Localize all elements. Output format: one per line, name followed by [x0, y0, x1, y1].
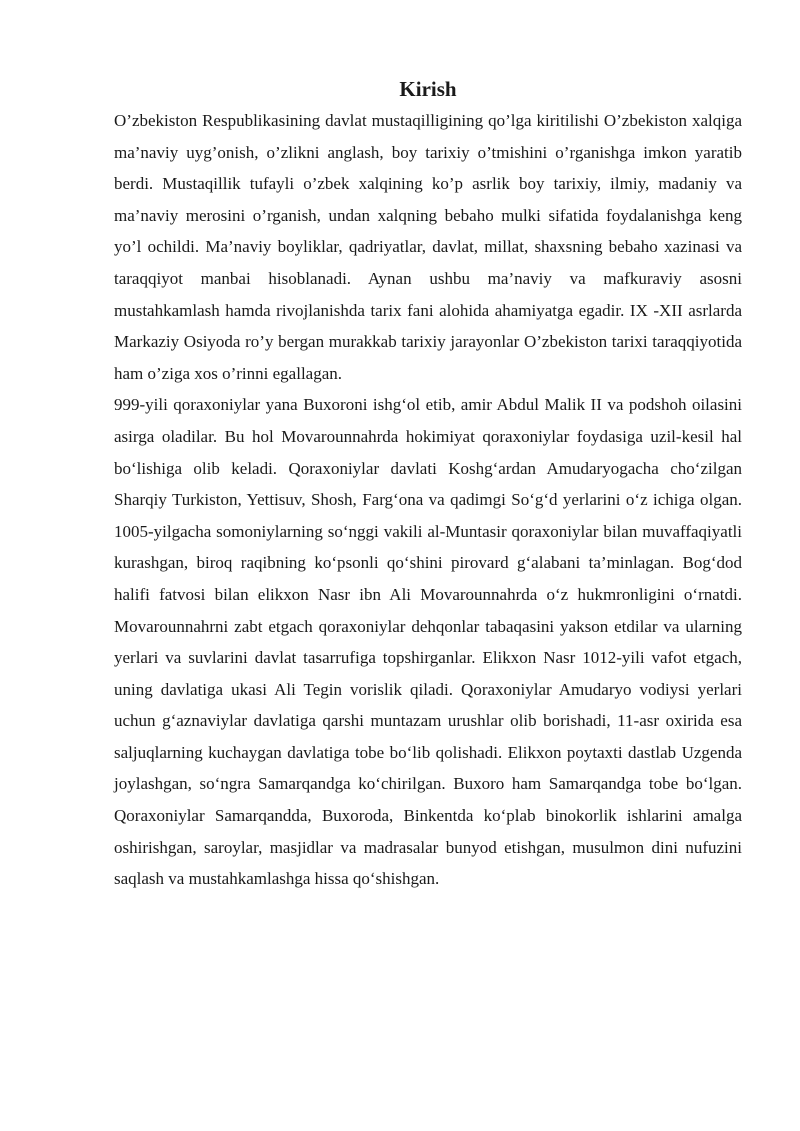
document-body — [114, 74, 742, 895]
page-title: Kirish — [399, 77, 457, 101]
paragraph-introduction: O’zbekiston Respublikasining davlat mustaqilligining qo’lga kiritilishi O’zbekiston xalqiga ma’naviy uyg’onish, o’zlikni anglash, boy tarixiy o’tmishini o’rganishga imkon yaratib berdi. Mustaqillik tufayli o’zbek xalqining ko’p asrlik boy tarixiy, ilmiy, madaniy va ma’naviy merosini o’rganish, undan xalqning bebaho mulki sifatida foydalanishga keng yo’l ochildi. Ma’naviy boyliklar, qadriyatlar, davlat, millat, shaxsning bebaho xazinasi va taraqqiyot manbai hisoblanadi. Aynan ushbu ma’naviy va mafkuraviy asosni mustahkamlash hamda rivojlanishda tarix fani alohida ahamiyatga egadir. IX -XII asrlarda Markaziy Osiyoda ro’y bergan murakkab tarixiy jarayonlar O’zbekiston tarixi taraqqiyotida ham o’ziga xos o’rinni egallagan. — [114, 111, 742, 383]
paragraph-qoraxoniylar: 999-yili qoraxoniylar yana Buxoroni ishg‘ol etib, amir Abdul Malik II va podshoh oilasini asirga oladilar. Bu hol Movarounnahrda hokimiyat qoraxoniylar foydasiga uzil-kesil hal bo‘lishiga olib keladi. Qoraxoniylar davlati Koshg‘ardan Amudaryogacha cho‘zilgan Sharqiy Turkiston, Yettisuv, Shosh, Farg‘ona va qadimgi So‘g‘d yerlarini o‘z ichiga olgan. 1005-yilgacha somoniylarning so‘nggi vakili al-Muntasir qoraxoniylar bilan muvaffaqiyatli kurashgan, biroq raqibning ko‘psonli qo‘shini pirovard g‘alabani ta’minlagan. Bog‘dod halifi fatvosi bilan elikxon Nasr ibn Ali Movarounnahrda o‘z hukmronligini o‘rnatdi. Movarounnahrni zabt etgach qoraxoniylar dehqonlar tabaqasini yakson etdilar va ularning yerlari va suvlarini davlat tasarrufiga topshirganlar. Elikxon Nasr 1012-yili vafot etgach, uning davlatiga ukasi Ali Tegin vorislik qiladi. Qoraxoniylar Amudaryo vodiysi yerlari uchun g‘aznaviylar davlatiga qarshi muntazam urushlar olib borishadi, 11-asr oxirida esa saljuqlarning kuchaygan davlatiga tobe bo‘lib qolishadi. Elikxon poytaxti dastlab Uzgenda joylashgan, so‘ngra Samarqandga ko‘chirilgan. Buxoro ham Samarqandga tobe bo‘lgan. Qoraxoniylar Samarqandda, Buxoroda, Binkentda ko‘plab binokorlik ishlarini amalga oshirishgan, saroylar, masjidlar va madrasalar bunyod etishgan, musulmon dini nufuzini saqlash va mustahkamlashga hissa qo‘shishgan. — [114, 395, 742, 889]
